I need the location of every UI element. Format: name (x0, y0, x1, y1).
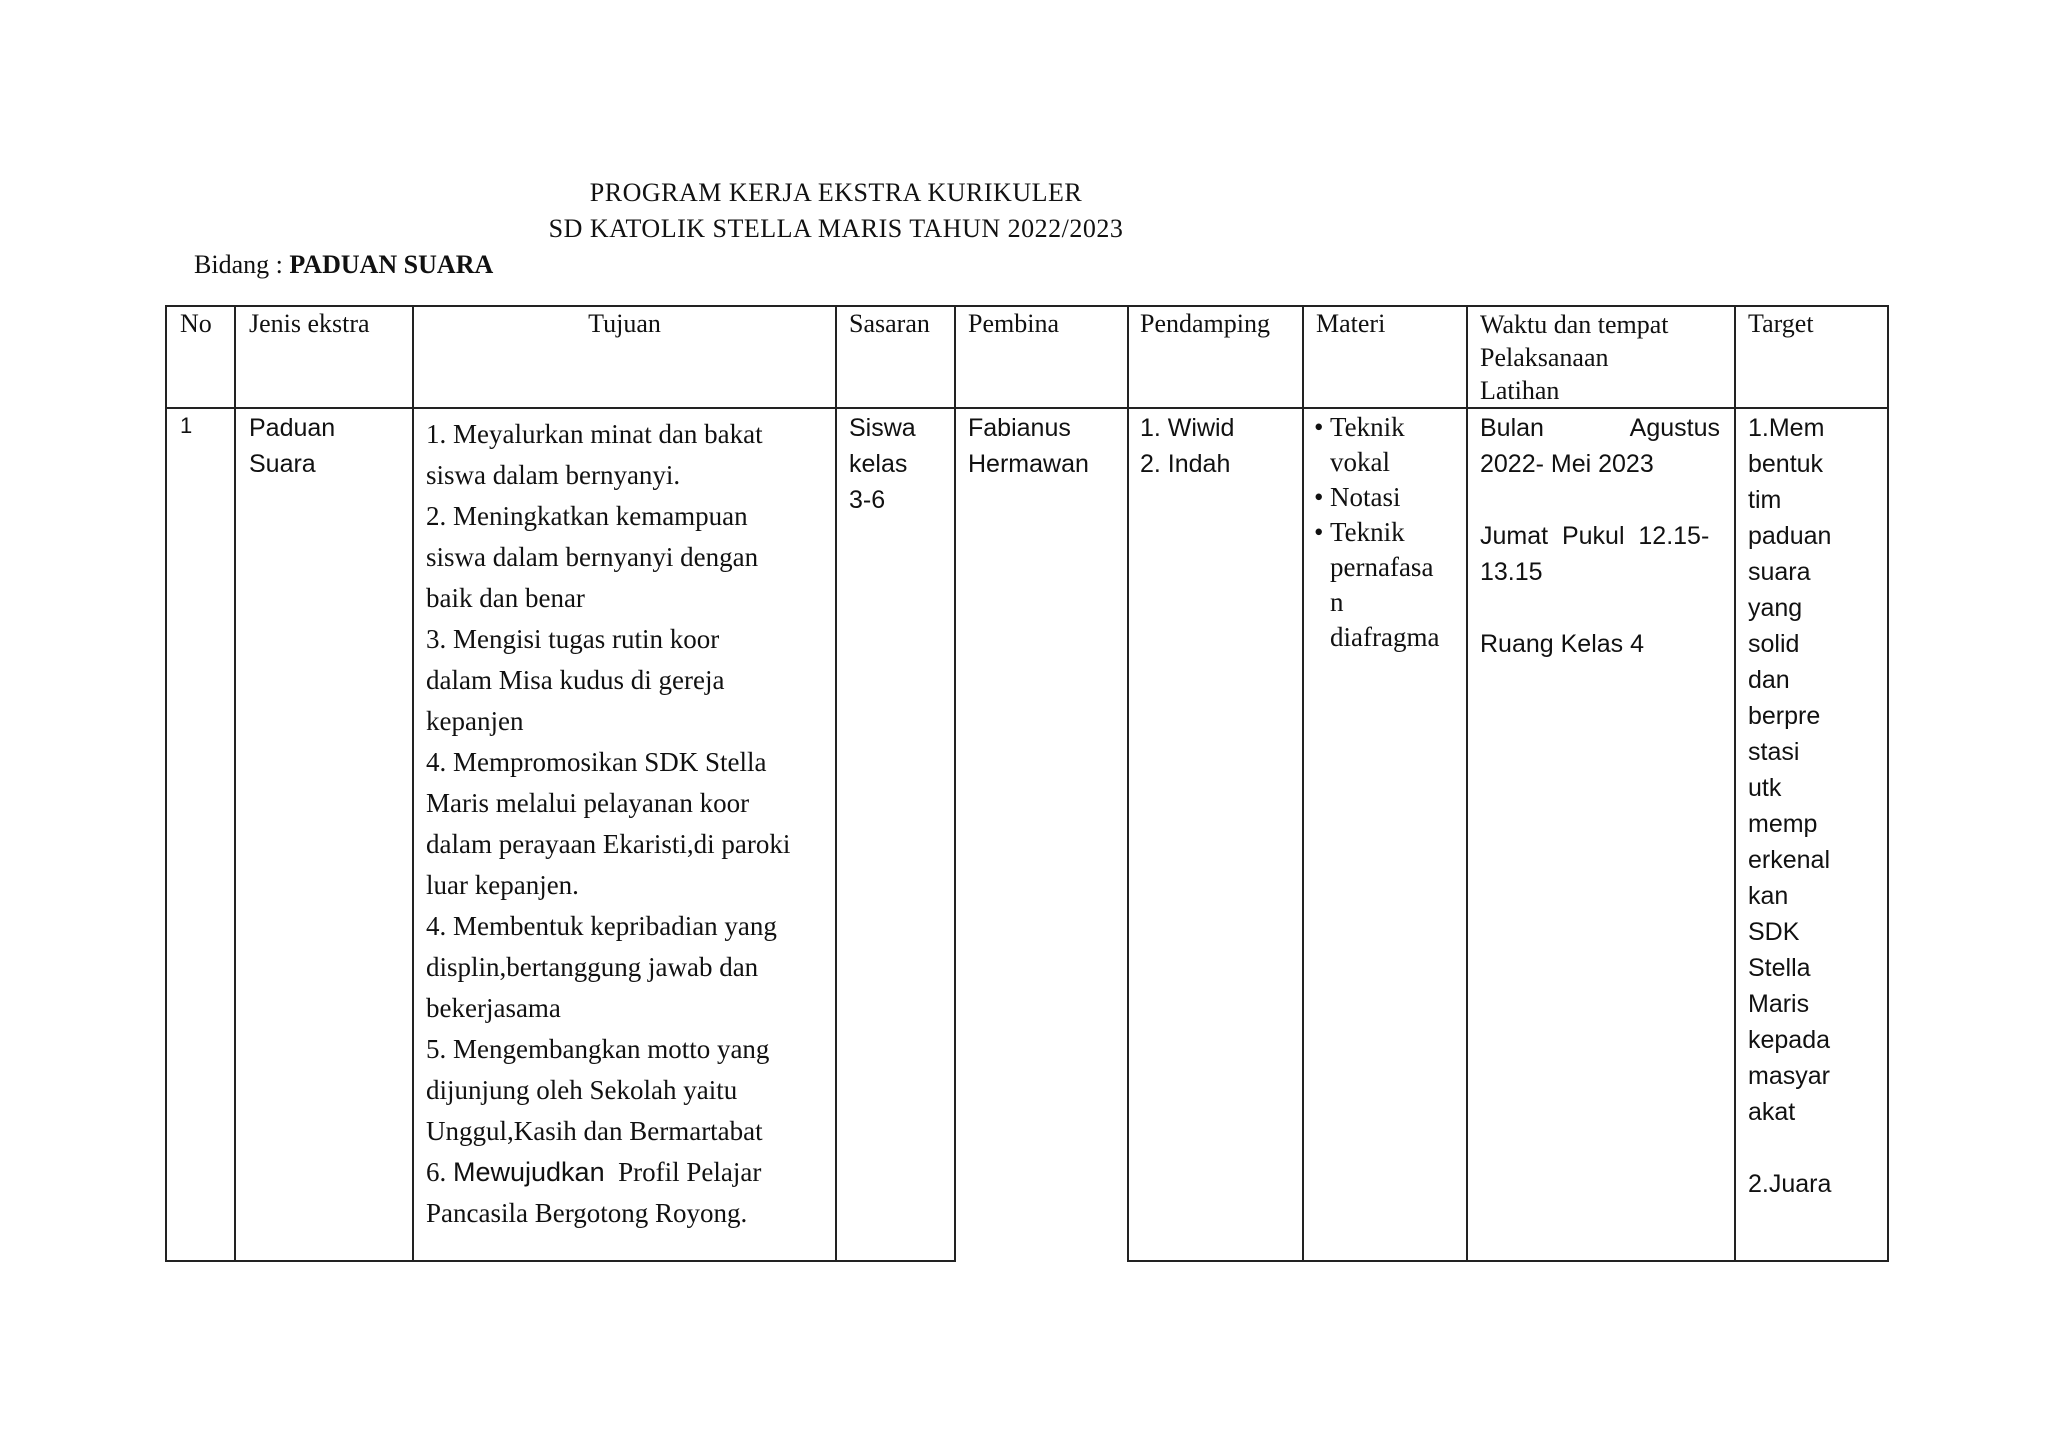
pendamping-line1: 1. Wiwid (1140, 414, 1235, 442)
col-line-4 (954, 305, 956, 1262)
target-line: erkenal (1748, 846, 1830, 874)
header-waktu (1480, 308, 1669, 407)
waktu-line1 (1480, 410, 1720, 446)
tujuan-line: displin,bertanggung jawab dan (426, 952, 759, 982)
tujuan-line: 4. Membentuk kepribadian yang (426, 911, 777, 941)
col-line-3 (835, 305, 837, 1262)
target-line: stasi (1748, 738, 1800, 766)
target-line: masyar (1748, 1062, 1830, 1090)
target-line: SDK (1748, 918, 1800, 946)
row-sasaran (849, 410, 916, 518)
bidang-value: PADUAN SUARA (289, 250, 494, 279)
tujuan-line: siswa dalam bernyanyi dengan (426, 542, 759, 572)
target-line: 2.Juara (1748, 1170, 1832, 1198)
materi-1-line2: vokal (1330, 447, 1390, 477)
row-pembina (968, 410, 1089, 482)
target-line: dan (1748, 666, 1790, 694)
target-line (1748, 1130, 1831, 1166)
col-line-1 (234, 305, 236, 1262)
target-line: paduan (1748, 522, 1832, 550)
col-line-0 (165, 305, 167, 1262)
bidang-prefix: Bidang : (194, 250, 290, 279)
sasaran-line3: 3-6 (849, 486, 886, 514)
col-line-5 (1127, 305, 1129, 1262)
row-materi (1314, 410, 1439, 655)
target-line: Stella (1748, 954, 1811, 982)
col-line-8 (1734, 305, 1736, 1262)
target-line: memp (1748, 810, 1818, 838)
materi-3-line4: diafragma (1330, 622, 1440, 652)
row-no: 1 (180, 413, 193, 438)
tujuan-line: 4. Mempromosikan SDK Stella (426, 747, 767, 777)
row-target (1748, 410, 1831, 1202)
materi-1-line1: • Teknik (1330, 412, 1405, 442)
row-pendamping (1140, 410, 1234, 482)
col-line-7 (1466, 305, 1468, 1262)
bidang-label (194, 250, 493, 280)
pendamping-line2: 2. Indah (1140, 450, 1231, 478)
header-no: No (180, 309, 212, 338)
header-waktu-line3: Latihan (1480, 376, 1560, 405)
col-line-6 (1302, 305, 1304, 1262)
waktu-bulan: Bulan (1480, 414, 1544, 442)
materi-item-3 (1314, 515, 1439, 655)
tujuan-6-word: Mewujudkan (453, 1157, 605, 1187)
row-jenis-ekstra (249, 410, 335, 482)
jenis-line1: Paduan (249, 414, 336, 442)
header-pembina: Pembina (968, 309, 1059, 338)
materi-item-1 (1314, 410, 1439, 480)
col-line-2 (412, 305, 414, 1262)
header-tujuan: Tujuan (588, 309, 661, 338)
header-pendamping: Pendamping (1140, 309, 1270, 338)
target-line: akat (1748, 1098, 1796, 1126)
pembina-line1: Fabianus (968, 414, 1071, 442)
header-jenis-ekstra: Jenis ekstra (249, 309, 370, 338)
materi-2-line1: • Notasi (1330, 482, 1401, 512)
tujuan-6-rest: Profil Pelajar (604, 1157, 762, 1187)
header-materi: Materi (1316, 309, 1386, 338)
tujuan-line: 1. Meyalurkan minat dan bakat (426, 419, 763, 449)
header-target: Target (1748, 309, 1814, 338)
target-line: 1.Mem (1748, 414, 1825, 442)
table-bottom-border-right (1127, 1260, 1889, 1262)
header-sasaran: Sasaran (849, 309, 930, 338)
tujuan-line-6 (426, 1152, 790, 1193)
tujuan-line: luar kepanjen. (426, 870, 579, 900)
table-bottom-border-left (165, 1260, 956, 1262)
tujuan-line: kepanjen (426, 706, 524, 736)
waktu-agustus: Agustus (1629, 414, 1720, 442)
target-line: berpre (1748, 702, 1821, 730)
waktu-line4: 13.15 (1480, 558, 1543, 586)
waktu-spacer (1480, 590, 1720, 626)
header-bottom-border (165, 407, 1889, 409)
target-line: tim (1748, 486, 1782, 514)
doc-title-line1: PROGRAM KERJA EKSTRA KURIKULER (589, 178, 1083, 207)
row-waktu (1480, 410, 1720, 662)
tujuan-line: Pancasila Bergotong Royong. (426, 1198, 748, 1228)
header-waktu-line1: Waktu dan tempat (1480, 310, 1669, 339)
target-line: Maris (1748, 990, 1810, 1018)
pembina-line2: Hermawan (968, 450, 1089, 478)
waktu-spacer (1480, 482, 1720, 518)
tujuan-line: dalam Misa kudus di gereja (426, 665, 725, 695)
waktu-line3: Jumat Pukul 12.15- (1480, 522, 1710, 550)
waktu-line2: 2022- Mei 2023 (1480, 450, 1654, 478)
materi-3-line2: pernafasa (1330, 552, 1434, 582)
materi-3-line3: n (1330, 587, 1344, 617)
target-line: solid (1748, 630, 1800, 658)
doc-title-line2: SD KATOLIK STELLA MARIS TAHUN 2022/2023 (548, 214, 1124, 243)
materi-item-2 (1314, 480, 1439, 515)
tujuan-line: 3. Mengisi tugas rutin koor (426, 624, 720, 654)
sasaran-line1: Siswa (849, 414, 916, 442)
tujuan-line: Unggul,Kasih dan Bermartabat (426, 1116, 763, 1146)
tujuan-line: Maris melalui pelayanan koor (426, 788, 750, 818)
tujuan-line: 5. Mengembangkan motto yang (426, 1034, 770, 1064)
target-line: kan (1748, 882, 1789, 910)
tujuan-line: dijunjung oleh Sekolah yaitu (426, 1075, 738, 1105)
target-line: kepada (1748, 1026, 1831, 1054)
tujuan-line: bekerjasama (426, 993, 561, 1023)
table-top-border (165, 305, 1889, 307)
jenis-line2: Suara (249, 450, 316, 478)
target-line: yang (1748, 594, 1803, 622)
tujuan-6-number: 6. (426, 1157, 453, 1187)
tujuan-line: siswa dalam bernyanyi. (426, 460, 681, 490)
materi-3-line1: • Teknik (1330, 517, 1405, 547)
col-line-9 (1887, 305, 1889, 1262)
row-tujuan (426, 414, 790, 1234)
tujuan-line: dalam perayaan Ekaristi,di paroki (426, 829, 791, 859)
sasaran-line2: kelas (849, 450, 908, 478)
target-line: bentuk (1748, 450, 1824, 478)
tujuan-line: baik dan benar (426, 583, 585, 613)
waktu-line5: Ruang Kelas 4 (1480, 630, 1645, 658)
target-line: suara (1748, 558, 1811, 586)
header-waktu-line2: Pelaksanaan (1480, 343, 1609, 372)
tujuan-line: 2. Meningkatkan kemampuan (426, 501, 748, 531)
target-line: utk (1748, 774, 1782, 802)
